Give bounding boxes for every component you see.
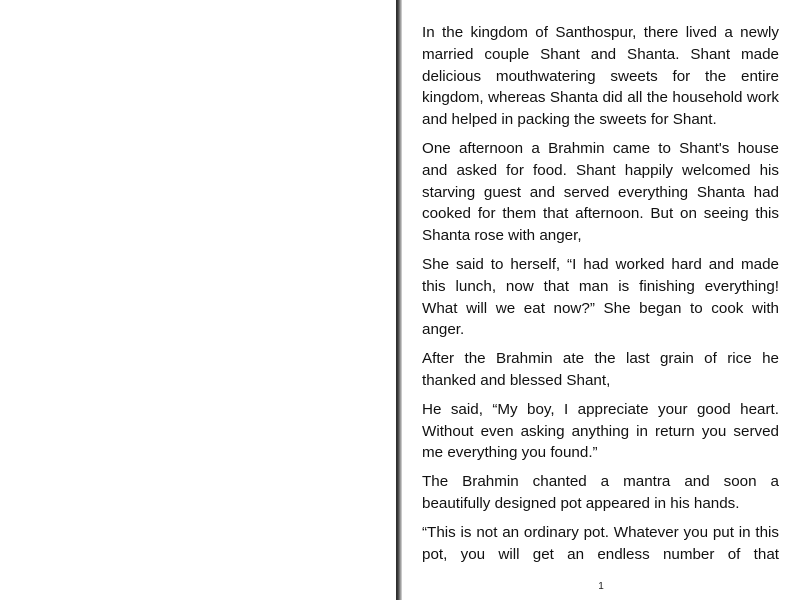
paragraph: In the kingdom of Santhospur, there lived a newly married couple Shant and Shanta. Shant made delicious mouthwatering sweets for the entire kingdom, whereas Shanta did all the household work and helped in packing the sweets for Shant. [422, 24, 779, 129]
paragraph: She said to herself, “I had worked hard and made this lunch, now that man is finishing everything! What will we eat now?” She began to cook with anger. [422, 255, 779, 339]
paragraph: He said, “My boy, I appreciate your good heart. Without even asking anything in return you served me everything you found.” [422, 400, 779, 462]
paragraph: The Brahmin chanted a mantra and soon a beautifully designed pot appeared in his hands. [422, 473, 779, 512]
page-number: 1 [598, 581, 604, 592]
paragraph: After the Brahmin ate the last grain of rice he thanked and blessed Shant, [422, 350, 779, 389]
page-body [422, 22, 779, 565]
paragraph: One afternoon a Brahmin came to Shant's house and asked for food. Shant happily welcomed his starving guest and served everything Shanta had cooked for them that afternoon. But on seeing this Shanta rose with anger, [422, 139, 779, 245]
left-page-blank [0, 0, 396, 600]
paragraph: “This is not an ordinary pot. Whatever you put in this pot, you will get an endless number of that [422, 523, 779, 563]
right-page [402, 0, 800, 600]
